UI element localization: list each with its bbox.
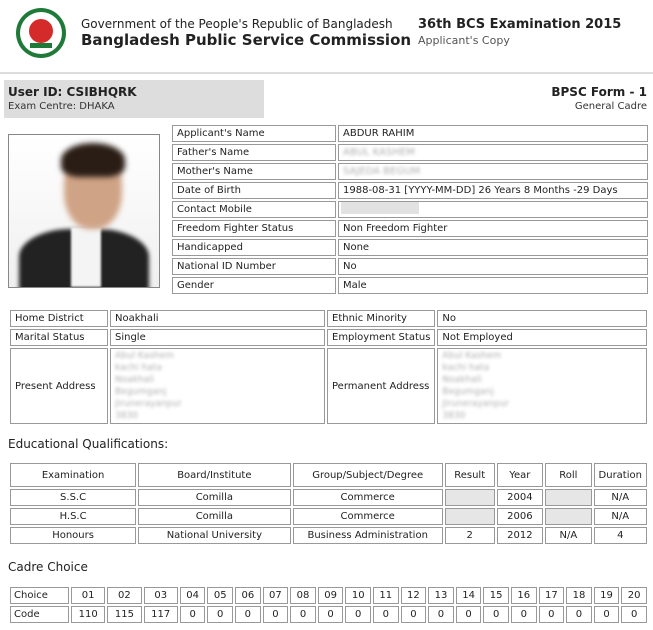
edu-group: Commerce	[293, 508, 443, 525]
edu-row	[10, 489, 647, 506]
cadre-choice-number: 05	[207, 587, 233, 604]
cadre-choice-number: 04	[180, 587, 206, 604]
copy-label: Applicant's Copy	[418, 34, 510, 47]
cadre-choice-number: 14	[456, 587, 482, 604]
cadre-code-value: 0	[594, 606, 620, 623]
edu-duration: 4	[594, 527, 647, 544]
edu-year: 2006	[497, 508, 544, 525]
user-band	[4, 80, 651, 118]
info-value: 1988-08-31 [YYYY-MM-DD] 26 Years 8 Months -29 Days	[338, 182, 648, 199]
edu-header: Result	[445, 463, 495, 487]
cadre-choice-number: 19	[594, 587, 620, 604]
address-line: 3830	[442, 411, 466, 421]
cadre-choice-number: 16	[511, 587, 537, 604]
employment-label: Employment Status	[327, 329, 435, 346]
edu-roll: N/A	[545, 527, 591, 544]
form-title: BPSC Form - 1	[551, 85, 647, 99]
address-line: Begumganj	[115, 387, 167, 397]
cadre-code-value: 0	[566, 606, 592, 623]
info-row	[172, 144, 648, 161]
cadre-code-value: 0	[539, 606, 565, 623]
edu-row	[10, 527, 647, 544]
cadre-code-value: 0	[456, 606, 482, 623]
home-district-label: Home District	[10, 310, 108, 327]
exam-centre: Exam Centre: DHAKA	[8, 101, 115, 112]
info-label: Handicapped	[172, 239, 336, 256]
cadre-code-value: 0	[483, 606, 509, 623]
cadre-choice-number: 17	[539, 587, 565, 604]
info-value: Male	[338, 277, 648, 294]
cadre-code-row	[10, 606, 647, 623]
cadre-choice-number: 06	[235, 587, 261, 604]
user-id: User ID: CSIBHQRK	[8, 85, 137, 99]
cadre-code-value: 0	[180, 606, 206, 623]
info-row	[172, 163, 648, 180]
info-label: Freedom Fighter Status	[172, 220, 336, 237]
edu-roll	[545, 489, 591, 506]
address-line: kachi hata	[115, 363, 162, 373]
cadre-choice-number: 02	[107, 587, 141, 604]
cadre-choice-number: 08	[290, 587, 316, 604]
info-label: National ID Number	[172, 258, 336, 275]
edu-board: Comilla	[138, 508, 290, 525]
education-heading: Educational Qualifications:	[8, 437, 169, 451]
cadre-choice-number: 13	[428, 587, 454, 604]
edu-group: Business Administration	[293, 527, 443, 544]
cadre-code-value: 0	[263, 606, 289, 623]
cadre-choice-number: 12	[401, 587, 427, 604]
address-line: 3830	[115, 411, 138, 421]
cadre-code-value: 0	[401, 606, 427, 623]
employment-value: Not Employed	[437, 329, 647, 346]
edu-header: Duration	[594, 463, 647, 487]
cadre-code-value: 0	[235, 606, 261, 623]
cadre-choice-number: 11	[373, 587, 399, 604]
edu-exam: H.S.C	[10, 508, 136, 525]
info-row	[172, 277, 648, 294]
cadre-code-value: 0	[373, 606, 399, 623]
info-value: SAJEDA BEGUM	[338, 163, 648, 180]
edu-year: 2004	[497, 489, 544, 506]
edu-exam: S.S.C	[10, 489, 136, 506]
info-value: ABUL KASHEM	[338, 144, 648, 161]
info-value: None	[338, 239, 648, 256]
cadre-code-value: 0	[290, 606, 316, 623]
cadre-code-label: Code	[10, 606, 69, 623]
cadre-choice-table	[8, 585, 649, 625]
government-line: Government of the People's Republic of Bangladesh	[81, 17, 393, 31]
home-district-value: Noakhali	[110, 310, 325, 327]
info-label: Mother's Name	[172, 163, 336, 180]
cadre-choice-number: 15	[483, 587, 509, 604]
cadre-choice-number: 01	[71, 587, 105, 604]
edu-duration: N/A	[594, 508, 647, 525]
edu-group: Commerce	[293, 489, 443, 506]
present-address-value	[110, 348, 325, 424]
edu-board: National University	[138, 527, 290, 544]
marital-label: Marital Status	[10, 329, 108, 346]
cadre-code-value: 0	[318, 606, 344, 623]
info-row	[172, 258, 648, 275]
permanent-address-label: Permanent Address	[327, 348, 435, 424]
edu-header: Roll	[545, 463, 591, 487]
edu-header: Board/Institute	[138, 463, 290, 487]
info-value: No	[338, 258, 648, 275]
applicant-info-table	[170, 123, 650, 296]
edu-result	[445, 508, 495, 525]
ethnic-value: No	[437, 310, 647, 327]
cadre-choice-number: 10	[345, 587, 371, 604]
edu-duration: N/A	[594, 489, 647, 506]
cadre-heading: Cadre Choice	[8, 560, 88, 574]
cadre-code-value: 115	[107, 606, 141, 623]
edu-row	[10, 508, 647, 525]
address-line: Abul Kashem	[442, 351, 502, 361]
page-header	[0, 0, 653, 74]
info-row	[172, 182, 648, 199]
cadre-choice-number: 03	[144, 587, 178, 604]
present-address-label: Present Address	[10, 348, 108, 424]
address-line: Jirunerayanpur	[442, 399, 510, 409]
cadre-choice-number: 20	[621, 587, 647, 604]
cadre-code-value: 110	[71, 606, 105, 623]
cadre-choice-number: 07	[263, 587, 289, 604]
info-row	[172, 239, 648, 256]
permanent-address-value	[437, 348, 647, 424]
address-table	[8, 308, 649, 426]
info-row	[172, 125, 648, 142]
ethnic-label: Ethnic Minority	[327, 310, 435, 327]
edu-exam: Honours	[10, 527, 136, 544]
info-label: Contact Mobile	[172, 201, 336, 218]
info-row	[172, 220, 648, 237]
address-line: Abul Kashem	[115, 351, 174, 361]
cadre-choice-label: Choice	[10, 587, 69, 604]
cadre-code-value: 117	[144, 606, 178, 623]
edu-header: Examination	[10, 463, 136, 487]
address-line: Noakhali	[442, 375, 482, 385]
info-value: Non Freedom Fighter	[338, 220, 648, 237]
cadre-choice-row	[10, 587, 647, 604]
edu-roll	[545, 508, 591, 525]
info-label: Gender	[172, 277, 336, 294]
cadre-code-value: 0	[428, 606, 454, 623]
info-label: Father's Name	[172, 144, 336, 161]
marital-value: Single	[110, 329, 325, 346]
edu-year: 2012	[497, 527, 544, 544]
edu-header: Group/Subject/Degree	[293, 463, 443, 487]
edu-header: Year	[497, 463, 544, 487]
cadre-type: General Cadre	[574, 101, 647, 112]
info-label: Date of Birth	[172, 182, 336, 199]
address-line: Jirunerayanpur	[115, 399, 182, 409]
bangladesh-govt-seal-icon	[16, 8, 66, 58]
cadre-code-value: 0	[345, 606, 371, 623]
edu-result: 2	[445, 527, 495, 544]
address-line: kachi hata	[442, 363, 490, 373]
cadre-code-value: 0	[621, 606, 647, 623]
address-line: Noakhali	[115, 375, 155, 385]
commission-name: Bangladesh Public Service Commission	[81, 31, 412, 49]
address-line: Begumganj	[442, 387, 494, 397]
cadre-choice-number: 18	[566, 587, 592, 604]
cadre-code-value: 0	[511, 606, 537, 623]
mobile-redacted	[341, 202, 419, 214]
cadre-choice-number: 09	[318, 587, 344, 604]
edu-result	[445, 489, 495, 506]
applicant-photo	[8, 134, 160, 288]
exam-title: 36th BCS Examination 2015	[418, 17, 622, 32]
info-value: ABDUR RAHIM	[338, 125, 648, 142]
info-row	[172, 201, 648, 218]
education-table	[8, 461, 649, 546]
cadre-code-value: 0	[207, 606, 233, 623]
info-label: Applicant's Name	[172, 125, 336, 142]
edu-board: Comilla	[138, 489, 290, 506]
info-value	[338, 201, 648, 218]
